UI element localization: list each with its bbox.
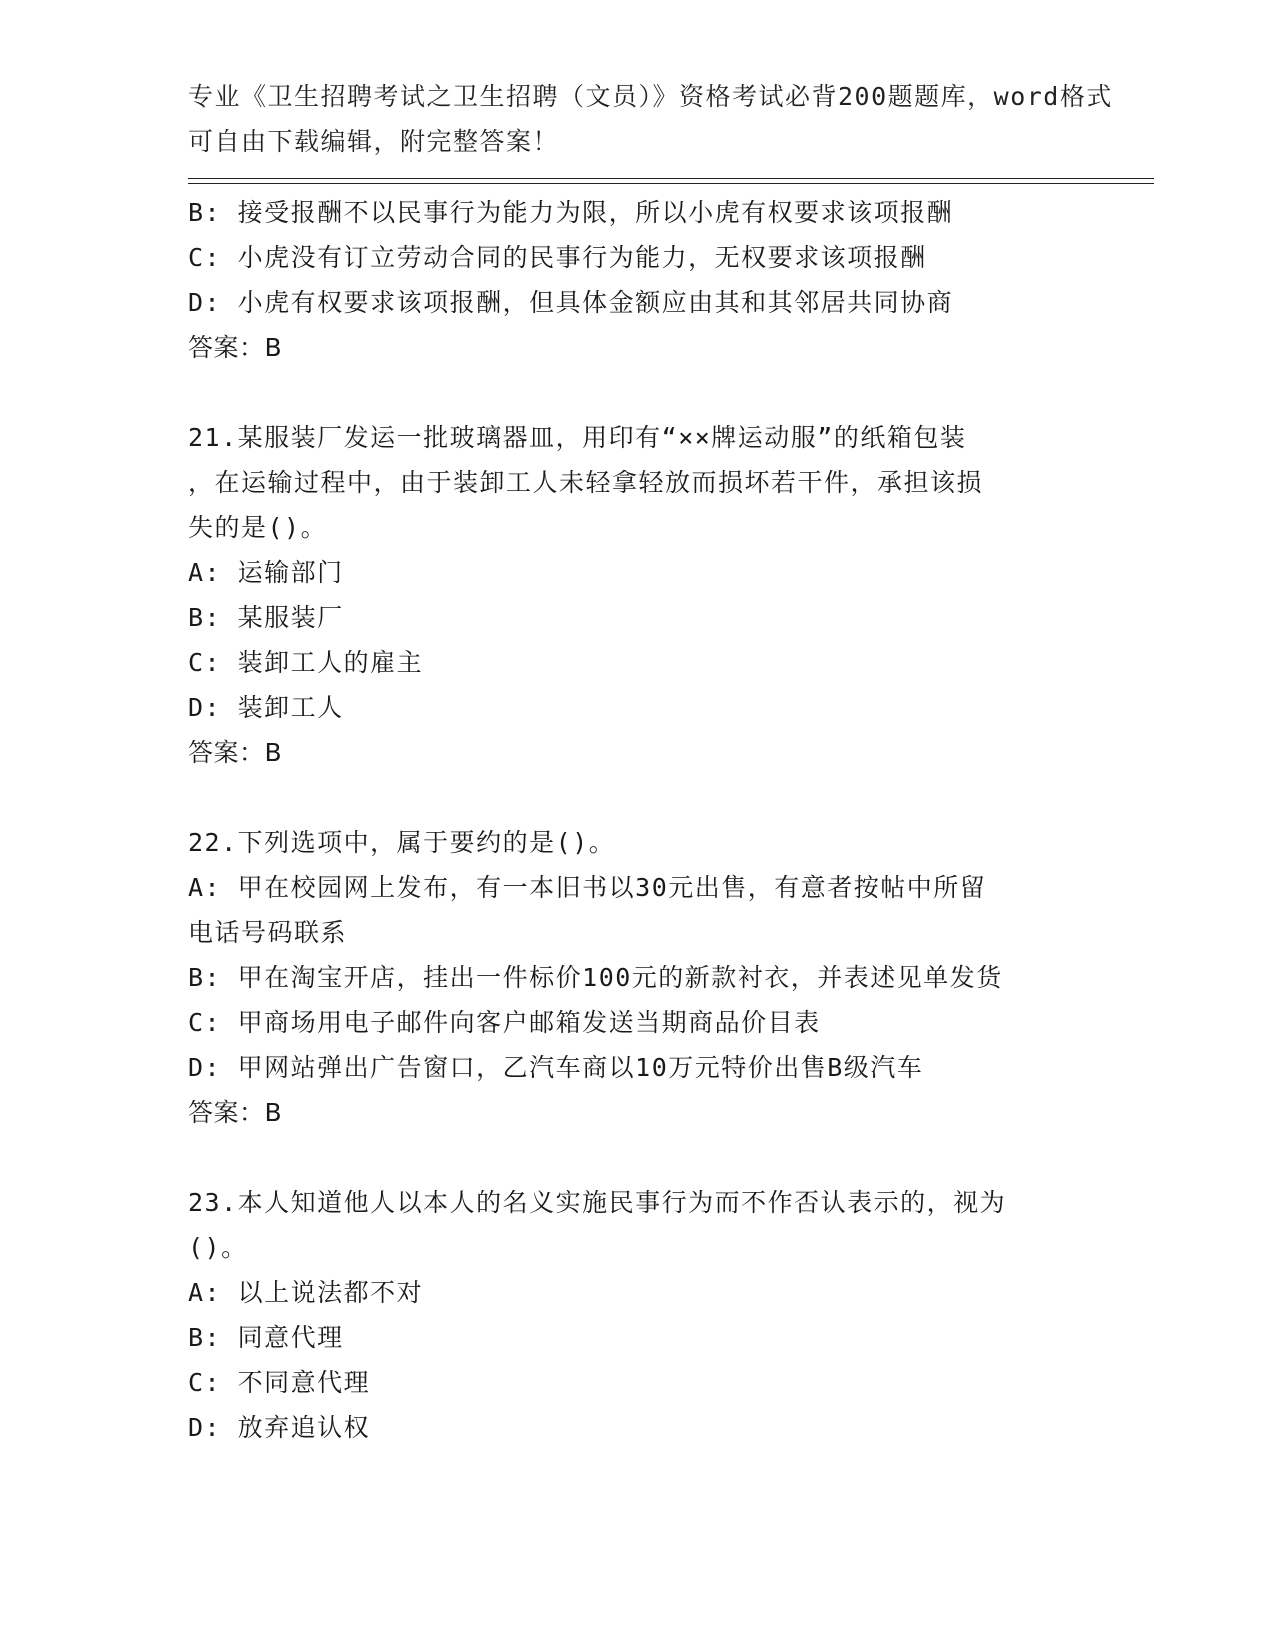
question-21-option-d: D: 装卸工人	[188, 693, 344, 722]
question-23-option-b: B: 同意代理	[188, 1323, 344, 1352]
question-21-answer: 答案：B	[188, 738, 283, 767]
header-title-line-2: 可自由下载编辑，附完整答案！	[188, 127, 560, 156]
question-23-stem-line-1: 23.本人知道他人以本人的名义实施民事行为而不作否认表示的，视为	[188, 1188, 1007, 1217]
question-20-option-c: C: 小虎没有订立劳动合同的民事行为能力，无权要求该项报酬	[188, 243, 927, 272]
question-21-stem-line-1: 21.某服装厂发运一批玻璃器皿，用印有“××牌运动服”的纸箱包装	[188, 423, 967, 452]
question-23-option-a: A: 以上说法都不对	[188, 1278, 424, 1307]
question-20-answer: 答案：B	[188, 333, 283, 362]
question-21-option-c: C: 装卸工人的雇主	[188, 648, 424, 677]
question-22-stem-line-1: 22.下列选项中，属于要约的是()。	[188, 828, 616, 857]
question-22-option-d: D: 甲网站弹出广告窗口，乙汽车商以10万元特价出售B级汽车	[188, 1053, 924, 1082]
question-23-option-c: C: 不同意代理	[188, 1368, 371, 1397]
question-list	[188, 190, 1088, 1450]
question-22-answer: 答案：B	[188, 1098, 283, 1127]
spacer	[188, 370, 1088, 415]
header-title-line-1: 专业《卫生招聘考试之卫生招聘（文员）》资格考试必背200题题库，word格式	[188, 82, 1113, 111]
spacer	[188, 1135, 1088, 1180]
spacer	[188, 775, 1088, 820]
question-23-option-d: D: 放弃追认权	[188, 1413, 371, 1442]
question-22-option-a-line-1: A: 甲在校园网上发布，有一本旧书以30元出售，有意者按帖中所留	[188, 873, 987, 902]
question-20-tail	[188, 190, 1088, 370]
question-20-option-d: D: 小虎有权要求该项报酬，但具体金额应由其和其邻居共同协商	[188, 288, 954, 317]
question-23-stem-line-2: ()。	[188, 1233, 248, 1262]
header-divider-top	[188, 178, 1154, 179]
question-22-option-a-line-2: 电话号码联系	[188, 918, 348, 947]
question-21-stem-line-2: ，在运输过程中，由于装卸工人未轻拿轻放而损坏若干件，承担该损	[188, 468, 984, 497]
question-21-option-a: A: 运输部门	[188, 558, 344, 587]
question-21	[188, 415, 1088, 775]
question-21-stem-line-3: 失的是()。	[188, 513, 328, 542]
question-22-option-b: B: 甲在淘宝开店，挂出一件标价100元的新款衬衣，并表述见单发货	[188, 963, 1003, 992]
document-header	[188, 74, 1113, 164]
question-23	[188, 1180, 1088, 1450]
question-22-option-c: C: 甲商场用电子邮件向客户邮箱发送当期商品价目表	[188, 1008, 821, 1037]
header-divider-bottom	[188, 183, 1154, 184]
question-22	[188, 820, 1088, 1135]
question-21-option-b: B: 某服装厂	[188, 603, 344, 632]
question-20-option-b: B: 接受报酬不以民事行为能力为限，所以小虎有权要求该项报酬	[188, 198, 954, 227]
